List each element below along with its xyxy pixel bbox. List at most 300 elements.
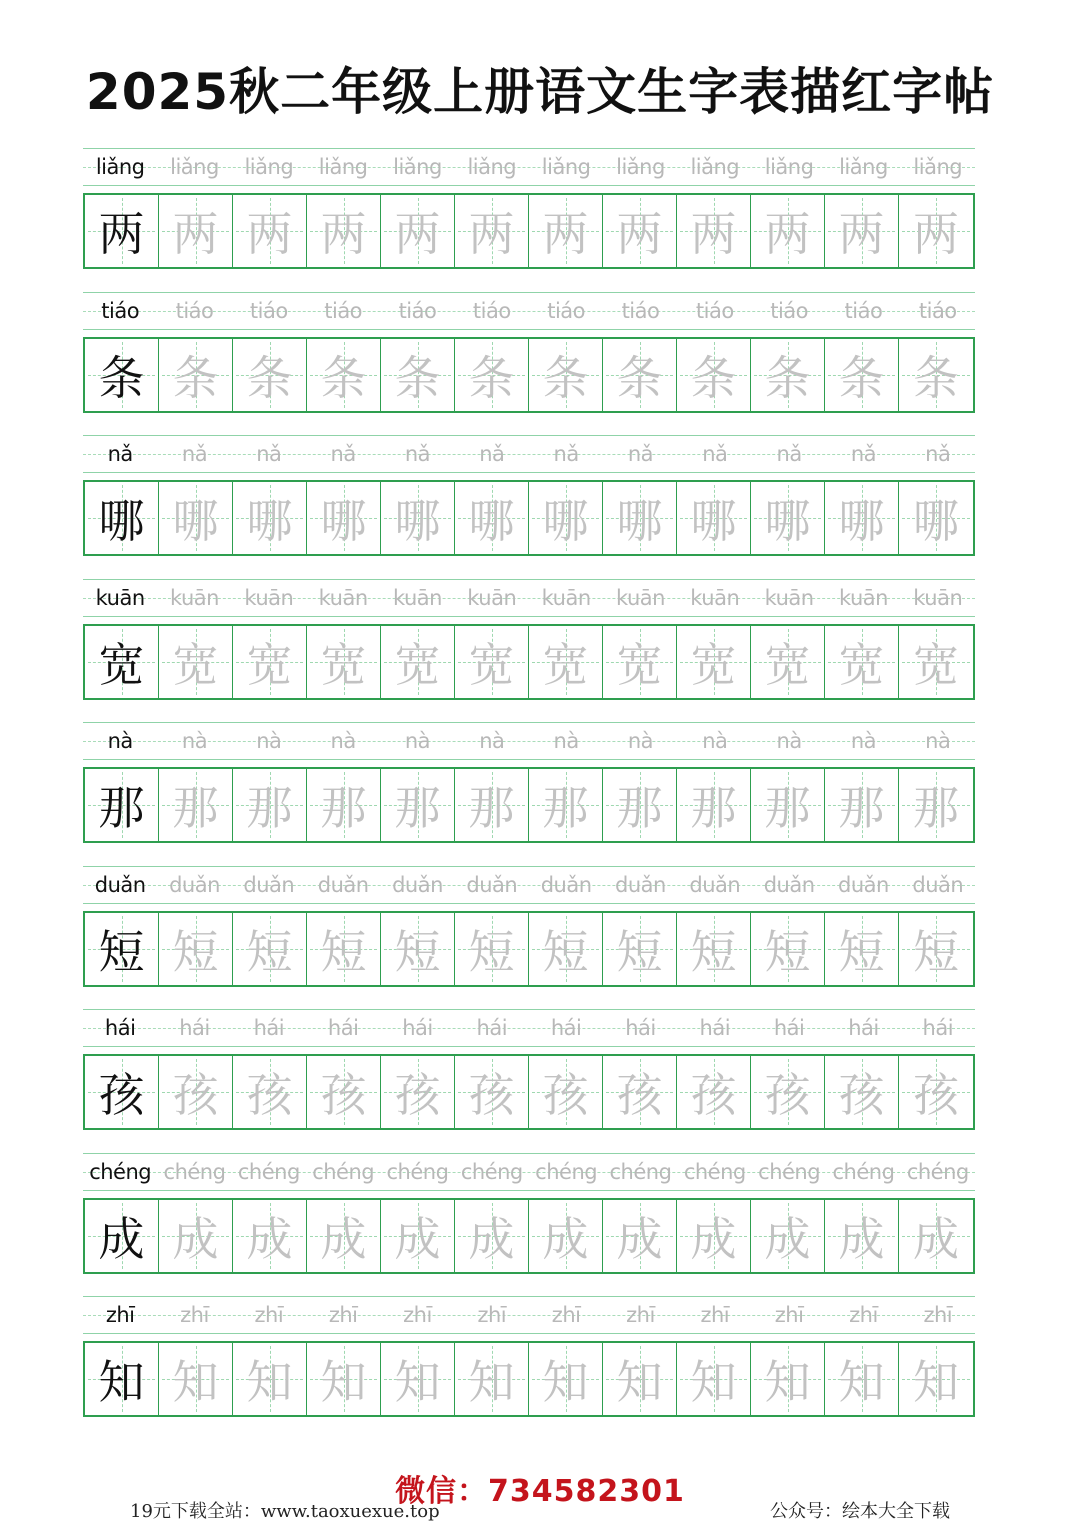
pinyin-trace: chéng [609, 1159, 672, 1184]
pinyin-row [83, 1296, 975, 1334]
trace-character [529, 339, 603, 411]
pinyin-trace: liǎng [541, 155, 591, 179]
character-glyph: 那 [913, 781, 959, 835]
character-glyph: 宽 [690, 637, 737, 692]
pinyin-trace: nà [702, 729, 728, 753]
pinyin-trace: duǎn [317, 872, 369, 897]
pinyin-row [83, 1009, 975, 1047]
practice-entry [83, 1009, 975, 1153]
character-glyph: 成 [172, 1211, 219, 1266]
pinyin-trace: liǎng [913, 155, 963, 179]
trace-character [825, 913, 899, 985]
character-glyph: 短 [320, 924, 367, 979]
character-glyph: 孩 [246, 1068, 293, 1122]
trace-character [307, 626, 381, 698]
pinyin-trace: kuān [838, 585, 888, 610]
pinyin-trace: zhī [328, 1303, 358, 1327]
character-glyph: 短 [616, 924, 663, 979]
trace-character [529, 626, 603, 698]
character-glyph: 知 [690, 1355, 737, 1409]
character-glyph: 宽 [172, 637, 219, 692]
character-glyph: 宽 [246, 637, 293, 692]
character-glyph: 那 [838, 781, 885, 835]
trace-character [825, 482, 899, 554]
pinyin-trace: tiáo [621, 298, 660, 323]
character-glyph: 宽 [542, 637, 589, 692]
pinyin-trace: liǎng [393, 155, 442, 179]
pinyin-trace: hái [253, 1016, 285, 1040]
pinyin-trace: tiáo [695, 298, 734, 323]
character-glyph: 短 [246, 924, 293, 979]
trace-character [825, 1200, 899, 1272]
pinyin-trace: tiáo [472, 298, 511, 323]
character-grid-row [83, 193, 975, 269]
pinyin-label: zhī [105, 1303, 135, 1327]
pinyin-label: kuān [95, 585, 145, 610]
pinyin-trace: liǎng [839, 155, 888, 179]
pinyin-row [83, 292, 975, 330]
character-glyph: 条 [764, 350, 811, 405]
character-glyph: 哪 [690, 494, 737, 548]
character-glyph: 条 [913, 350, 959, 405]
character-glyph: 成 [246, 1211, 293, 1266]
pinyin-trace: nǎ [702, 442, 728, 466]
trace-character [159, 339, 233, 411]
pinyin-trace: tiáo [249, 298, 288, 323]
pinyin-trace: hái [773, 1016, 805, 1040]
character-glyph: 哪 [616, 494, 663, 548]
character-glyph: 知 [98, 1355, 145, 1409]
trace-character [307, 1343, 381, 1415]
pinyin-trace: nà [181, 729, 208, 753]
trace-character [455, 1200, 529, 1272]
pinyin-trace: nǎ [479, 442, 505, 466]
character-glyph: 哪 [172, 494, 219, 548]
character-grid-row [83, 911, 975, 987]
pinyin-trace: chéng [906, 1159, 969, 1184]
model-character [85, 339, 159, 411]
pinyin-row [83, 435, 975, 473]
trace-character [381, 482, 455, 554]
character-glyph: 成 [764, 1211, 811, 1266]
pinyin-trace: liǎng [318, 155, 368, 179]
pinyin-trace: kuān [690, 585, 740, 610]
trace-character [455, 626, 529, 698]
pinyin-trace: chéng [535, 1159, 598, 1184]
pinyin-trace: nà [627, 729, 654, 753]
trace-character [381, 339, 455, 411]
character-glyph: 短 [172, 924, 219, 979]
pinyin-row [83, 866, 975, 904]
trace-character [159, 482, 233, 554]
pinyin-trace: hái [848, 1016, 879, 1040]
pinyin-label: nà [107, 729, 133, 753]
pinyin-trace: hái [476, 1016, 508, 1040]
trace-character [899, 482, 973, 554]
character-glyph: 孩 [320, 1068, 367, 1122]
pinyin-trace: kuān [318, 585, 368, 610]
character-glyph: 孩 [394, 1068, 441, 1122]
character-glyph: 宽 [98, 637, 145, 692]
trace-character [751, 1343, 825, 1415]
pinyin-label: chéng [89, 1159, 152, 1184]
pinyin-trace: kuān [392, 585, 442, 610]
trace-character [751, 769, 825, 841]
model-character [85, 1200, 159, 1272]
character-glyph: 成 [394, 1211, 441, 1266]
trace-character [455, 913, 529, 985]
character-glyph: 孩 [468, 1068, 515, 1122]
trace-character [899, 626, 973, 698]
trace-character [381, 1056, 455, 1128]
character-glyph: 那 [764, 781, 811, 835]
character-grid-row [83, 337, 975, 413]
trace-character [751, 339, 825, 411]
pinyin-row [83, 722, 975, 760]
pinyin-trace: zhī [700, 1303, 730, 1327]
trace-character [381, 913, 455, 985]
character-glyph: 孩 [542, 1068, 589, 1122]
character-glyph: 哪 [838, 494, 885, 548]
trace-character [233, 1200, 307, 1272]
trace-character [751, 482, 825, 554]
trace-character [307, 1056, 381, 1128]
pinyin-trace: liǎng [764, 155, 814, 179]
trace-character [603, 195, 677, 267]
trace-character [899, 195, 973, 267]
character-glyph: 那 [394, 781, 441, 835]
character-glyph: 条 [468, 350, 515, 405]
character-glyph: 哪 [246, 494, 293, 548]
character-grid-row [83, 624, 975, 700]
character-glyph: 两 [468, 207, 515, 261]
trace-character [899, 769, 973, 841]
trace-character [825, 1056, 899, 1128]
character-glyph: 短 [98, 924, 145, 979]
practice-entry [83, 292, 975, 436]
character-glyph: 那 [172, 781, 219, 835]
practice-entry [83, 579, 975, 723]
trace-character [455, 1343, 529, 1415]
trace-character [233, 1056, 307, 1128]
character-glyph: 哪 [394, 494, 441, 548]
character-glyph: 孩 [913, 1068, 959, 1122]
trace-character [603, 1200, 677, 1272]
trace-character [603, 626, 677, 698]
trace-character [529, 1343, 603, 1415]
trace-character [677, 626, 751, 698]
pinyin-trace: zhī [180, 1303, 209, 1327]
character-glyph: 两 [394, 207, 441, 261]
character-glyph: 两 [913, 207, 959, 261]
character-glyph: 孩 [764, 1068, 811, 1122]
pinyin-trace: nǎ [553, 442, 579, 466]
trace-character [825, 1343, 899, 1415]
trace-character [677, 339, 751, 411]
trace-character [603, 769, 677, 841]
character-grid-row [83, 1054, 975, 1130]
character-glyph: 成 [542, 1211, 589, 1266]
character-glyph: 短 [913, 924, 959, 979]
trace-character [455, 482, 529, 554]
pinyin-trace: nà [850, 729, 877, 753]
trace-character [233, 339, 307, 411]
trace-character [159, 1200, 233, 1272]
character-glyph: 知 [542, 1355, 589, 1409]
model-character [85, 626, 159, 698]
character-glyph: 成 [690, 1211, 737, 1266]
trace-character [751, 626, 825, 698]
trace-character [455, 339, 529, 411]
page-title: 2025秋二年级上册语文生字表描红字帖 [85, 63, 995, 121]
character-glyph: 两 [690, 207, 737, 261]
character-glyph: 成 [616, 1211, 663, 1266]
pinyin-trace: duǎn [763, 872, 815, 897]
trace-character [159, 195, 233, 267]
pinyin-trace: zhī [774, 1303, 804, 1327]
character-glyph: 宽 [764, 637, 811, 692]
character-glyph: 那 [320, 781, 367, 835]
trace-character [381, 1343, 455, 1415]
pinyin-trace: zhī [551, 1303, 581, 1327]
character-glyph: 成 [913, 1211, 959, 1266]
character-glyph: 成 [468, 1211, 515, 1266]
pinyin-row [83, 148, 975, 186]
character-glyph: 那 [98, 781, 145, 835]
trace-character [307, 195, 381, 267]
trace-character [233, 1343, 307, 1415]
model-character [85, 1343, 159, 1415]
practice-entry [83, 866, 975, 1010]
pinyin-trace: zhī [254, 1303, 284, 1327]
trace-character [825, 339, 899, 411]
trace-character [455, 769, 529, 841]
trace-character [677, 1200, 751, 1272]
pinyin-trace: nǎ [181, 442, 208, 466]
pinyin-trace: hái [179, 1016, 210, 1040]
character-glyph: 条 [172, 350, 219, 405]
trace-character [899, 339, 973, 411]
trace-character [529, 913, 603, 985]
trace-character [529, 1200, 603, 1272]
trace-character [455, 195, 529, 267]
character-glyph: 知 [320, 1355, 367, 1409]
pinyin-label: tiáo [101, 298, 140, 323]
pinyin-trace: duǎn [392, 872, 443, 897]
character-glyph: 宽 [320, 637, 367, 692]
character-glyph: 两 [616, 207, 663, 261]
character-glyph: 孩 [172, 1068, 219, 1122]
pinyin-trace: zhī [923, 1303, 953, 1327]
trace-character [159, 626, 233, 698]
pinyin-trace: zhī [477, 1303, 507, 1327]
practice-entry [83, 1153, 975, 1297]
trace-character [677, 913, 751, 985]
pinyin-trace: nǎ [256, 442, 282, 466]
trace-character [455, 1056, 529, 1128]
trace-character [751, 195, 825, 267]
trace-character [529, 1056, 603, 1128]
character-glyph: 条 [246, 350, 293, 405]
trace-character [159, 913, 233, 985]
pinyin-trace: tiáo [547, 298, 586, 323]
practice-entry [83, 722, 975, 866]
trace-character [899, 1200, 973, 1272]
pinyin-trace: nǎ [925, 442, 951, 466]
trace-character [233, 482, 307, 554]
practice-entry [83, 1296, 975, 1440]
trace-character [899, 913, 973, 985]
pinyin-trace: chéng [683, 1159, 746, 1184]
pinyin-trace: duǎn [689, 872, 741, 897]
character-glyph: 宽 [838, 637, 885, 692]
trace-character [825, 626, 899, 698]
model-character [85, 769, 159, 841]
pinyin-trace: chéng [386, 1159, 449, 1184]
character-glyph: 宽 [913, 637, 959, 692]
pinyin-row [83, 1153, 975, 1191]
character-glyph: 条 [320, 350, 367, 405]
pinyin-row [83, 579, 975, 617]
character-glyph: 两 [838, 207, 885, 261]
character-glyph: 哪 [468, 494, 515, 548]
trace-character [825, 195, 899, 267]
model-character [85, 482, 159, 554]
character-glyph: 知 [764, 1355, 811, 1409]
trace-character [307, 769, 381, 841]
character-glyph: 两 [246, 207, 293, 261]
pinyin-trace: nà [553, 729, 579, 753]
character-glyph: 那 [616, 781, 663, 835]
pinyin-trace: nǎ [404, 442, 431, 466]
character-glyph: 短 [542, 924, 589, 979]
trace-character [603, 1343, 677, 1415]
pinyin-trace: liǎng [244, 155, 294, 179]
pinyin-trace: kuān [244, 585, 294, 610]
trace-character [529, 195, 603, 267]
pinyin-trace: nà [256, 729, 282, 753]
trace-character [381, 1200, 455, 1272]
character-glyph: 孩 [98, 1068, 145, 1122]
pinyin-trace: chéng [237, 1159, 300, 1184]
practice-entry [83, 148, 975, 292]
character-glyph: 条 [838, 350, 885, 405]
character-glyph: 知 [468, 1355, 515, 1409]
pinyin-trace: liǎng [170, 155, 219, 179]
model-character [85, 913, 159, 985]
character-glyph: 条 [98, 350, 145, 405]
trace-character [677, 1056, 751, 1128]
character-grid-row [83, 1198, 975, 1274]
pinyin-trace: kuān [764, 585, 814, 610]
pinyin-trace: zhī [849, 1303, 878, 1327]
trace-character [603, 913, 677, 985]
trace-character [233, 626, 307, 698]
pinyin-trace: duǎn [838, 872, 889, 897]
pinyin-trace: nǎ [627, 442, 654, 466]
character-glyph: 哪 [913, 494, 959, 548]
character-glyph: 那 [690, 781, 737, 835]
character-glyph: 那 [246, 781, 293, 835]
character-glyph: 知 [838, 1355, 885, 1409]
character-glyph: 孩 [616, 1068, 663, 1122]
character-glyph: 知 [394, 1355, 441, 1409]
trace-character [603, 339, 677, 411]
character-glyph: 知 [616, 1355, 663, 1409]
pinyin-trace: kuān [169, 585, 219, 610]
pinyin-label: hái [104, 1016, 136, 1040]
trace-character [677, 482, 751, 554]
pinyin-trace: duǎn [466, 872, 518, 897]
trace-character [677, 769, 751, 841]
trace-character [381, 769, 455, 841]
trace-character [307, 1200, 381, 1272]
trace-character [159, 769, 233, 841]
practice-entry [83, 435, 975, 579]
pinyin-trace: hái [550, 1016, 582, 1040]
pinyin-label: duǎn [94, 872, 146, 897]
trace-character [159, 1343, 233, 1415]
character-glyph: 条 [690, 350, 737, 405]
trace-character [899, 1056, 973, 1128]
pinyin-trace: tiáo [918, 298, 957, 323]
pinyin-trace: tiáo [398, 298, 437, 323]
model-character [85, 1056, 159, 1128]
pinyin-trace: hái [402, 1016, 433, 1040]
pinyin-trace: duǎn [615, 872, 666, 897]
pinyin-trace: liǎng [467, 155, 517, 179]
character-glyph: 那 [542, 781, 589, 835]
trace-character [677, 195, 751, 267]
pinyin-trace: nà [925, 729, 951, 753]
trace-character [307, 482, 381, 554]
character-glyph: 知 [246, 1355, 293, 1409]
pinyin-trace: kuān [913, 585, 963, 610]
pinyin-trace: duǎn [912, 872, 964, 897]
pinyin-trace: hái [922, 1016, 954, 1040]
trace-character [529, 769, 603, 841]
trace-character [751, 913, 825, 985]
trace-character [899, 1343, 973, 1415]
pinyin-trace: chéng [163, 1159, 226, 1184]
character-glyph: 知 [172, 1355, 219, 1409]
trace-character [529, 482, 603, 554]
trace-character [159, 1056, 233, 1128]
trace-character [751, 1056, 825, 1128]
trace-character [825, 769, 899, 841]
trace-character [307, 339, 381, 411]
model-character [85, 195, 159, 267]
pinyin-trace: zhī [626, 1303, 655, 1327]
pinyin-trace: kuān [615, 585, 665, 610]
character-glyph: 知 [913, 1355, 959, 1409]
character-glyph: 短 [838, 924, 885, 979]
character-glyph: 哪 [98, 494, 145, 548]
character-glyph: 短 [468, 924, 515, 979]
character-glyph: 宽 [468, 637, 515, 692]
character-glyph: 孩 [838, 1068, 885, 1122]
pinyin-trace: nǎ [330, 442, 356, 466]
pinyin-trace: kuān [467, 585, 517, 610]
trace-character [751, 1200, 825, 1272]
pinyin-trace: chéng [312, 1159, 375, 1184]
character-glyph: 孩 [690, 1068, 737, 1122]
character-glyph: 条 [542, 350, 589, 405]
character-glyph: 哪 [320, 494, 367, 548]
trace-character [677, 1343, 751, 1415]
trace-character [603, 482, 677, 554]
character-glyph: 成 [98, 1211, 145, 1266]
